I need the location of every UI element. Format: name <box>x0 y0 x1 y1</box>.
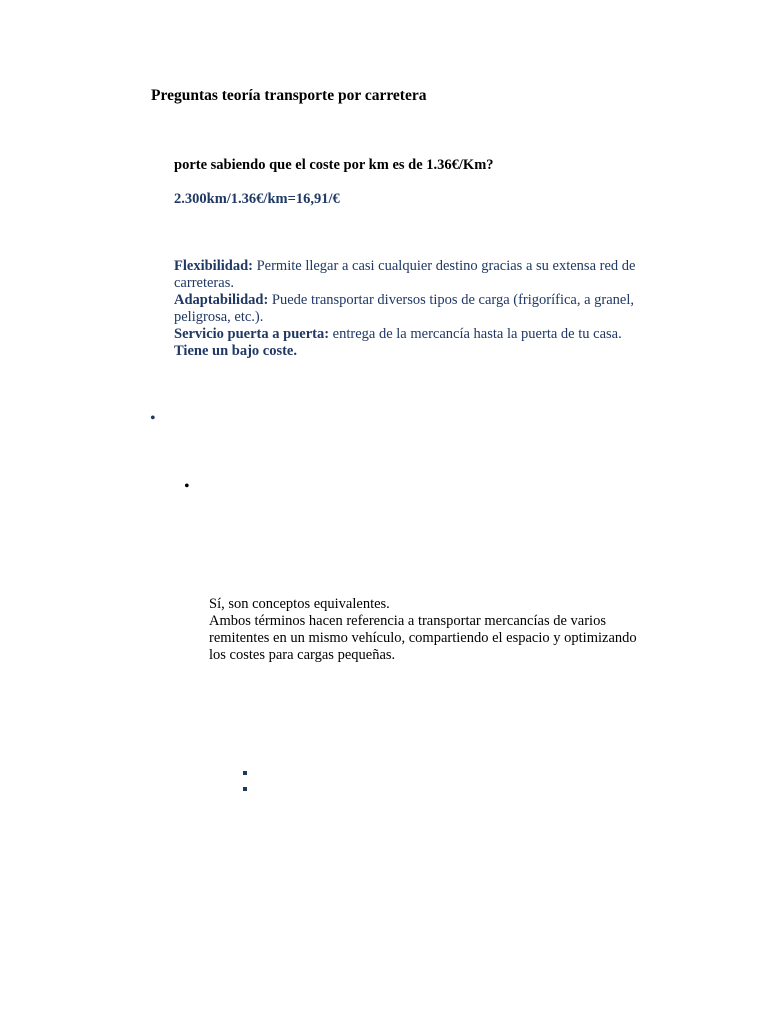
feature-item-flexibility <box>174 258 674 292</box>
question-text: porte sabiendo que el coste por km es de 1.36€/Km? <box>174 157 494 173</box>
paragraph-line: los costes para cargas pequeñas. <box>209 647 396 663</box>
feature-term: Flexibilidad: <box>174 258 253 274</box>
square-bullet-icon <box>243 771 247 775</box>
square-bullet-icon <box>243 787 247 791</box>
feature-item-low-cost <box>174 343 674 360</box>
feature-term: Adaptabilidad: <box>174 292 269 308</box>
feature-item-adaptability <box>174 292 674 326</box>
bullet-point: • <box>150 410 156 427</box>
document-title: Preguntas teoría transporte por carretera <box>151 87 427 104</box>
feature-item-door-to-door <box>174 326 674 343</box>
paragraph-line: Sí, son conceptos equivalentes. <box>209 596 390 612</box>
bullet-point: • <box>184 478 190 495</box>
answer-text: 2.300km/1.36€/km=16,91/€ <box>174 191 340 207</box>
feature-description: Puede transportar diversos tipos de carga (frigorífica, a granel, peligrosa, etc.). <box>174 292 635 325</box>
feature-term: Servicio puerta a puerta: <box>174 326 330 342</box>
paragraph-line: Ambos términos hacen referencia a transportar mercancías de varios <box>209 613 606 629</box>
feature-description: entrega de la mercancía hasta la puerta de tu casa. <box>329 326 622 342</box>
paragraph-line: remitentes en un mismo vehículo, compartiendo el espacio y optimizando <box>209 630 637 646</box>
feature-description: Permite llegar a casi cualquier destino gracias a su extensa red de carreteras. <box>174 258 636 291</box>
features-list <box>174 258 674 360</box>
answer-paragraph <box>209 596 689 664</box>
feature-term: Tiene un bajo coste. <box>174 343 297 359</box>
